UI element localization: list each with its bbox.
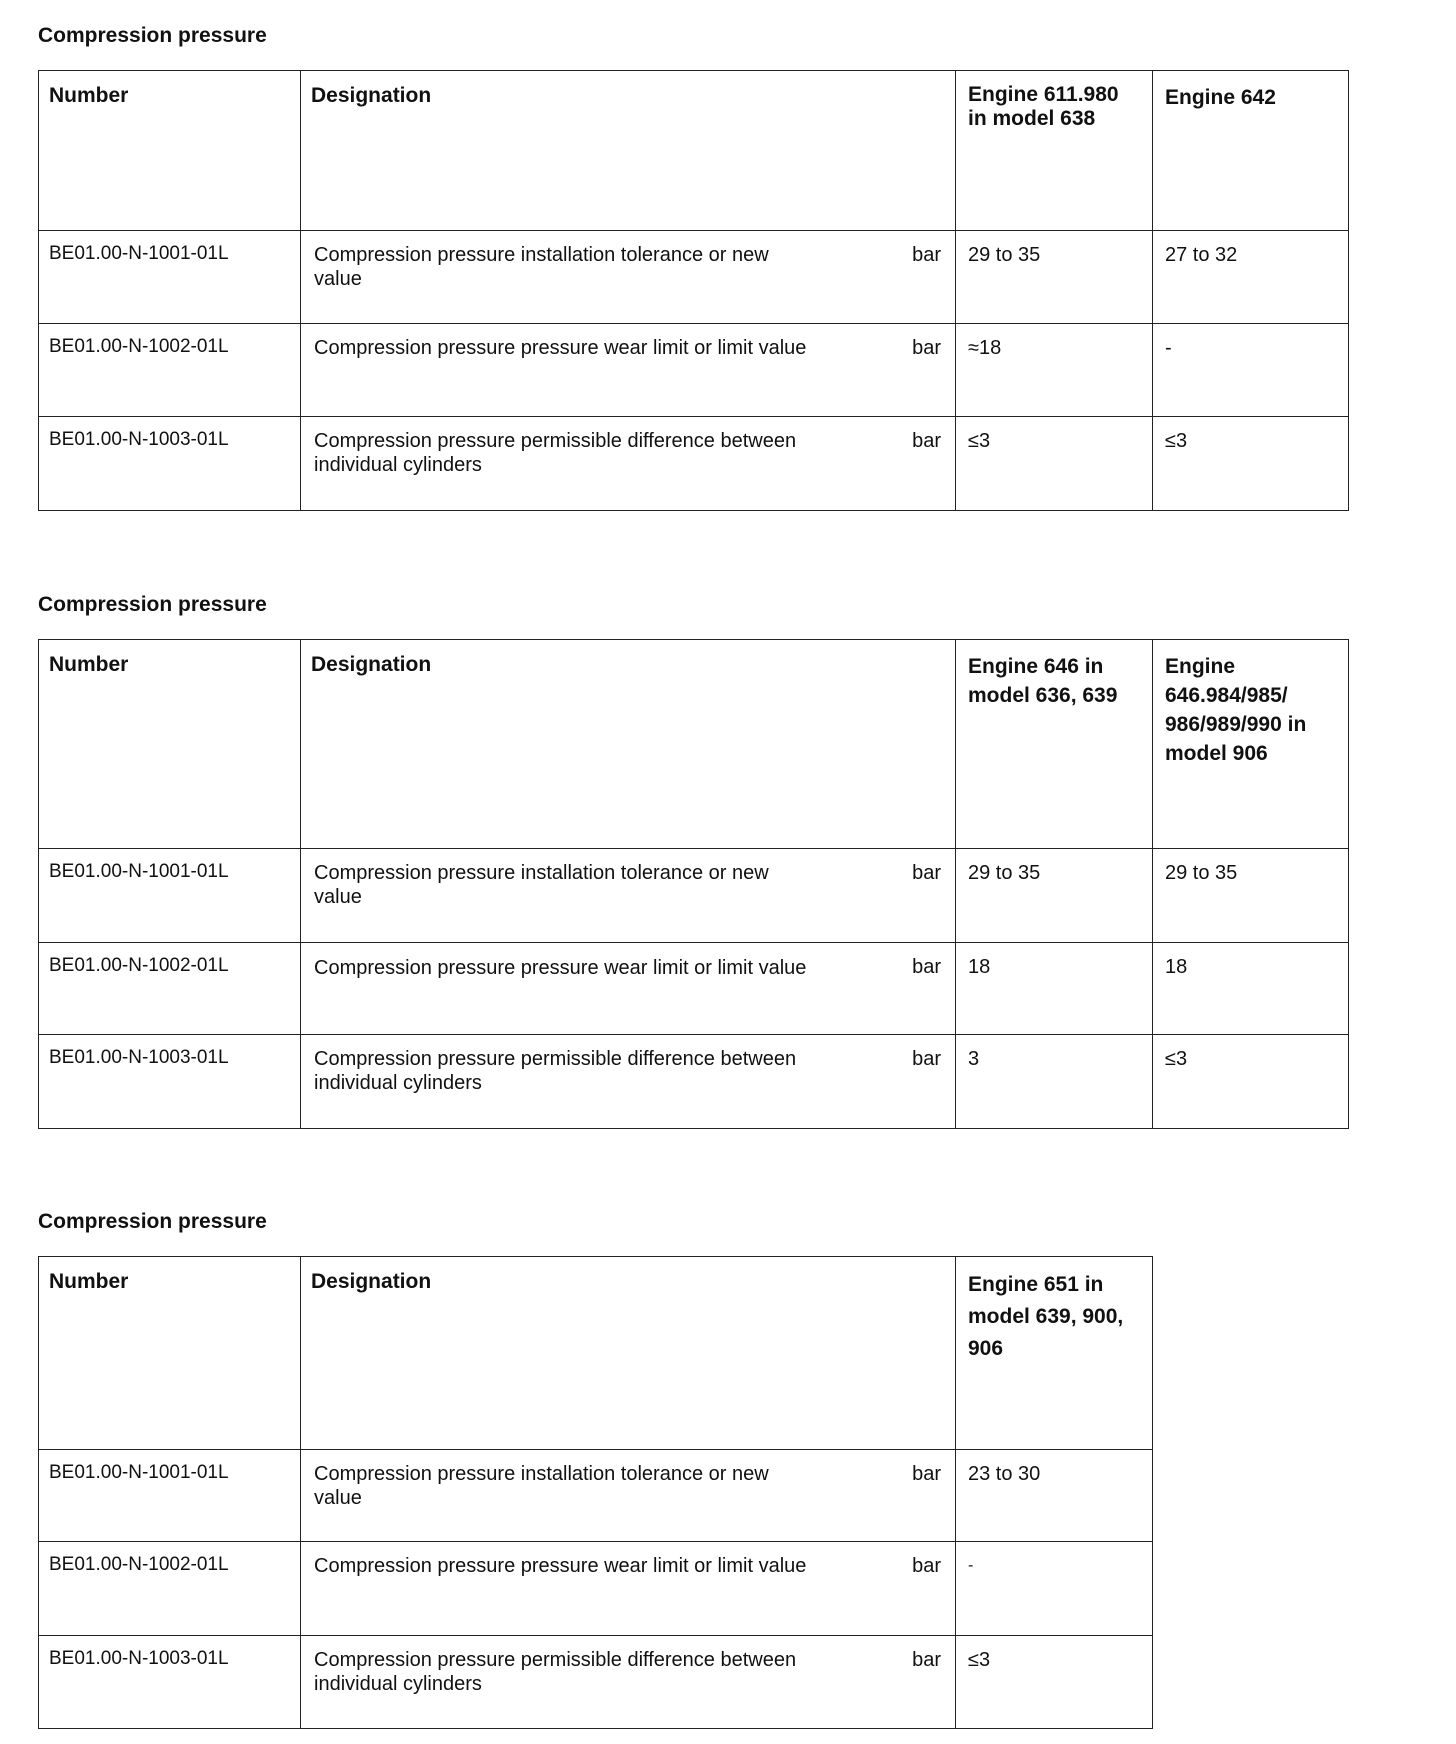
header-number: Number	[39, 71, 301, 231]
row-value: ≤3	[1153, 417, 1349, 511]
row-unit: bar	[912, 1555, 941, 1577]
header-engine: Engine 611.980 in model 638	[956, 71, 1153, 231]
header-engine: Engine 642	[1153, 71, 1349, 231]
table-row	[39, 1542, 1153, 1636]
row-value: 27 to 32	[1153, 231, 1349, 324]
table-row	[39, 1450, 1153, 1542]
row-designation: Compression pressure permissible difference between individual cylinders bar	[301, 1035, 956, 1129]
row-number: BE01.00-N-1001-01L	[39, 1450, 301, 1542]
row-number: BE01.00-N-1001-01L	[39, 231, 301, 324]
row-number: BE01.00-N-1003-01L	[39, 1035, 301, 1129]
row-value: 23 to 30	[956, 1450, 1153, 1542]
header-designation: Designation	[301, 1257, 956, 1450]
row-value: ≤3	[956, 417, 1153, 511]
table-row	[39, 417, 1349, 511]
row-unit: bar	[912, 244, 941, 266]
row-number: BE01.00-N-1003-01L	[39, 1636, 301, 1729]
spec-table	[38, 639, 1349, 1129]
row-designation: Compression pressure permissible difference between individual cylinders bar	[301, 1636, 956, 1729]
row-value: ≈18	[956, 324, 1153, 417]
row-unit: bar	[912, 1463, 941, 1485]
row-value: 18	[1153, 943, 1349, 1035]
table-row	[39, 324, 1349, 417]
header-number: Number	[39, 640, 301, 849]
spec-table	[38, 70, 1349, 511]
table-row	[39, 943, 1349, 1035]
header-engine: Engine 646 in model 636, 639	[956, 640, 1153, 849]
row-unit: bar	[912, 430, 941, 452]
row-number: BE01.00-N-1001-01L	[39, 849, 301, 943]
header-designation: Designation	[301, 640, 956, 849]
row-value: ≤3	[956, 1636, 1153, 1729]
row-designation: Compression pressure installation tolerance or new value bar	[301, 231, 956, 324]
row-designation: Compression pressure permissible difference between individual cylinders bar	[301, 417, 956, 511]
header-engine: Engine 646.984/985/ 986/989/990 in model 906	[1153, 640, 1349, 849]
row-value: 29 to 35	[956, 849, 1153, 943]
row-designation: Compression pressure pressure wear limit or limit value bar	[301, 1542, 956, 1636]
section-title: Compression pressure	[38, 24, 267, 47]
table-row	[39, 1636, 1153, 1729]
table-header-row	[39, 71, 1349, 231]
table-header-row	[39, 640, 1349, 849]
row-designation: Compression pressure pressure wear limit or limit value bar	[301, 943, 956, 1035]
row-unit: bar	[912, 862, 941, 884]
row-number: BE01.00-N-1002-01L	[39, 324, 301, 417]
row-value: 29 to 35	[1153, 849, 1349, 943]
row-number: BE01.00-N-1002-01L	[39, 1542, 301, 1636]
table-row	[39, 849, 1349, 943]
spec-table	[38, 1256, 1153, 1729]
row-designation: Compression pressure installation tolerance or new value bar	[301, 849, 956, 943]
row-value: 18	[956, 943, 1153, 1035]
row-unit: bar	[912, 1649, 941, 1671]
section-title: Compression pressure	[38, 1210, 267, 1233]
row-value: -	[956, 1542, 1153, 1636]
section-title: Compression pressure	[38, 593, 267, 616]
row-unit: bar	[912, 337, 941, 359]
row-value: -	[1153, 324, 1349, 417]
row-value: 29 to 35	[956, 231, 1153, 324]
header-engine: Engine 651 in model 639, 900, 906	[956, 1257, 1153, 1450]
table-row	[39, 1035, 1349, 1129]
row-unit: bar	[912, 956, 941, 978]
row-value: 3	[956, 1035, 1153, 1129]
row-number: BE01.00-N-1003-01L	[39, 417, 301, 511]
row-value: ≤3	[1153, 1035, 1349, 1129]
table-header-row	[39, 1257, 1153, 1450]
row-designation: Compression pressure pressure wear limit or limit value bar	[301, 324, 956, 417]
header-number: Number	[39, 1257, 301, 1450]
table-row	[39, 231, 1349, 324]
row-designation: Compression pressure installation tolerance or new value bar	[301, 1450, 956, 1542]
header-designation: Designation	[301, 71, 956, 231]
row-unit: bar	[912, 1048, 941, 1070]
row-number: BE01.00-N-1002-01L	[39, 943, 301, 1035]
